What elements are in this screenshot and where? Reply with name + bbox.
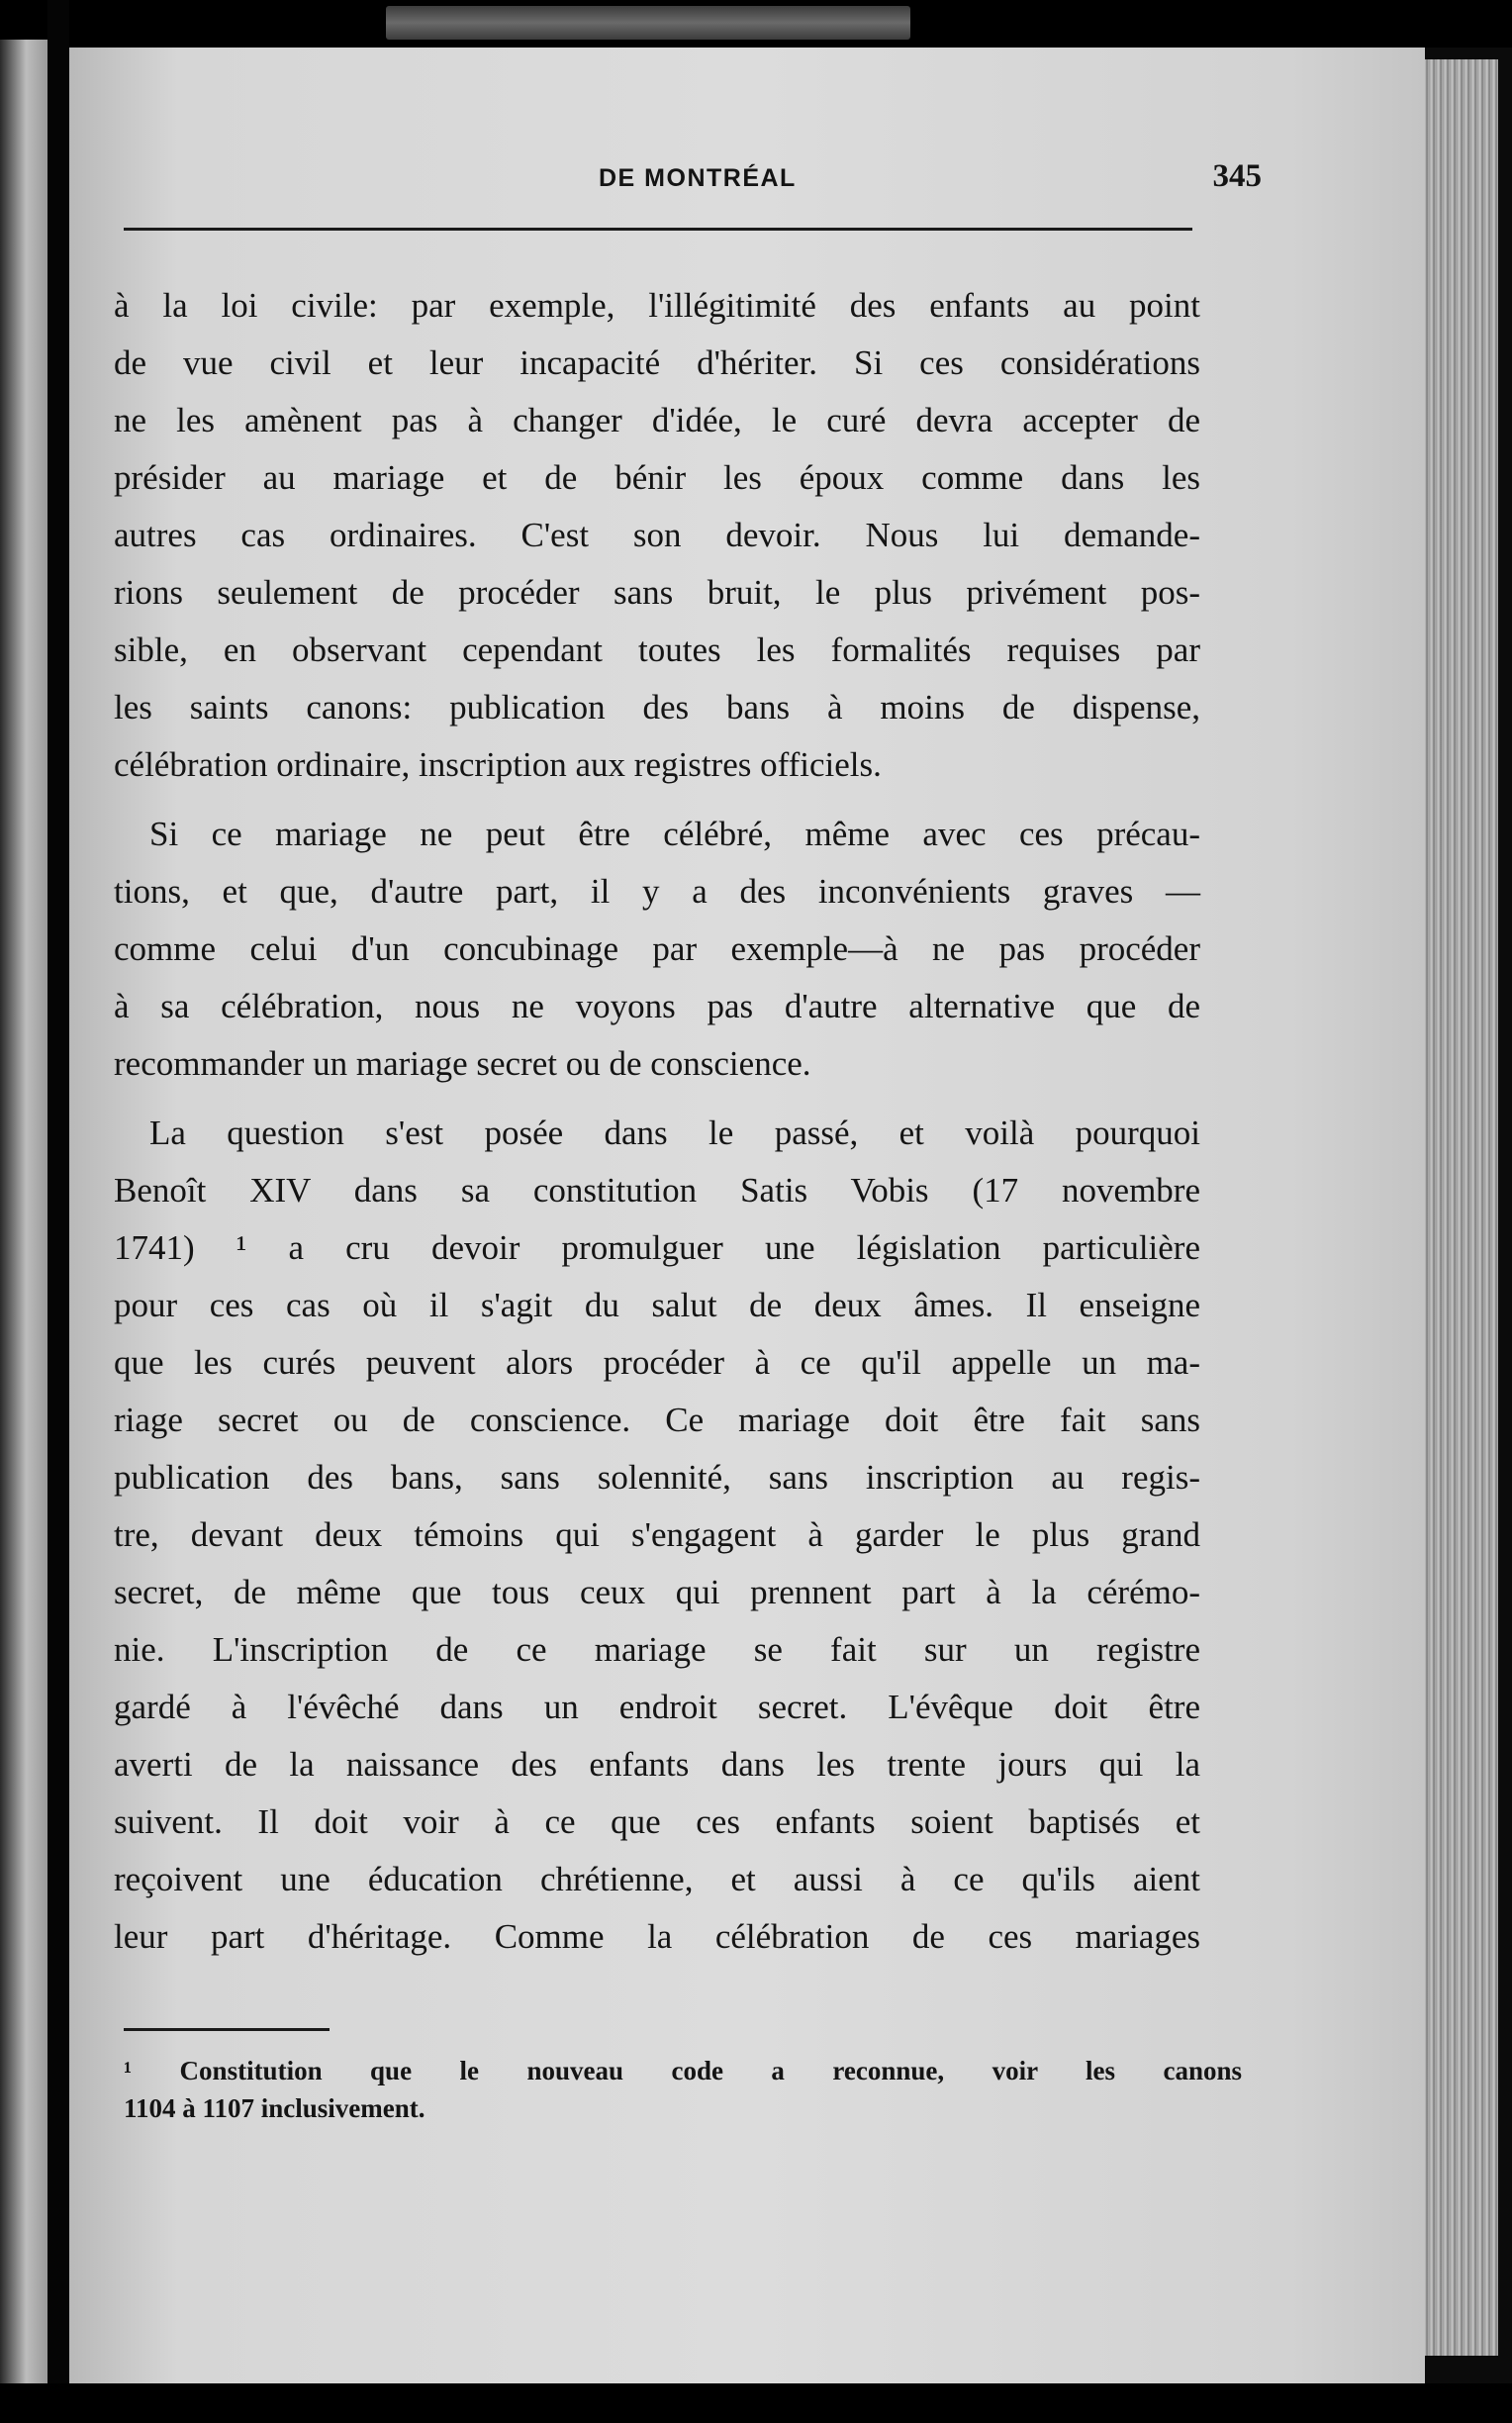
- text-line: autres cas ordinaires. C'est son devoir. Nous lui demande-: [114, 516, 1200, 554]
- text-line: leur part d'héritage. Comme la célébration de ces mariages: [114, 1917, 1200, 1956]
- text-line: Si ce mariage ne peut être célébré, même avec ces précau-: [149, 815, 1200, 853]
- text-line: La question s'est posée dans le passé, et voilà pourquoi: [149, 1114, 1200, 1152]
- body-text: [114, 277, 1200, 1966]
- text-line: Benoît XIV dans sa constitution Satis Vobis (17 novembre: [114, 1171, 1200, 1210]
- paragraph: [114, 806, 1200, 1093]
- footnote-rule: [124, 2028, 330, 2031]
- text-line: de vue civil et leur incapacité d'hériter. Si ces considérations: [114, 343, 1200, 382]
- text-line: recommander un mariage secret ou de conscience.: [114, 1044, 811, 1083]
- footnote-line: 1104 à 1107 inclusivement.: [124, 2093, 425, 2123]
- footnotes: [124, 2052, 1242, 2127]
- text-line: tre, devant deux témoins qui s'engagent à garder le plus grand: [114, 1515, 1200, 1554]
- text-line: riage secret ou de conscience. Ce mariage doit être fait sans: [114, 1401, 1200, 1439]
- header-rule: [124, 228, 1192, 231]
- text-line: gardé à l'évêché dans un endroit secret. L'évêque doit être: [114, 1688, 1200, 1726]
- scan-bottom-border: [0, 2383, 1512, 2423]
- page-number: 345: [1212, 158, 1262, 194]
- running-title: DE MONTRÉAL: [599, 164, 797, 192]
- paragraph-gap: [114, 794, 1200, 806]
- text-line: rions seulement de procéder sans bruit, le plus privément pos-: [114, 573, 1200, 612]
- text-line: publication des bans, sans solennité, sans inscription au regis-: [114, 1458, 1200, 1497]
- footnote-line: ¹ Constitution que le nouveau code a reconnue, voir les canons: [124, 2056, 1242, 2085]
- book-gutter: [47, 0, 69, 2423]
- text-line: à la loi civile: par exemple, l'illégitimité des enfants au point: [114, 286, 1200, 325]
- text-line: comme celui d'un concubinage par exemple—à ne pas procéder: [114, 929, 1200, 968]
- text-line: reçoivent une éducation chrétienne, et aussi à ce qu'ils aient: [114, 1860, 1200, 1898]
- paragraph-gap: [114, 1093, 1200, 1105]
- paragraph: [114, 1105, 1200, 1966]
- text-line: suivent. Il doit voir à ce que ces enfants soient baptisés et: [114, 1802, 1200, 1841]
- text-line: présider au mariage et de bénir les époux comme dans les: [114, 458, 1200, 497]
- text-line: les saints canons: publication des bans à moins de dispense,: [114, 688, 1200, 727]
- text-line: averti de la naissance des enfants dans les trente jours qui la: [114, 1745, 1200, 1784]
- book-page: [69, 48, 1425, 2383]
- text-line: 1741) ¹ a cru devoir promulguer une législation particulière: [114, 1228, 1200, 1267]
- previous-page-edge: [0, 40, 47, 2405]
- scan-top-tape: [386, 6, 910, 40]
- text-line: secret, de même que tous ceux qui prennent part à la cérémo-: [114, 1573, 1200, 1611]
- text-line: ne les amènent pas à changer d'idée, le curé devra accepter de: [114, 401, 1200, 439]
- paragraph: [114, 277, 1200, 794]
- text-line: célébration ordinaire, inscription aux registres officiels.: [114, 745, 882, 784]
- text-line: à sa célébration, nous ne voyons pas d'autre alternative que de: [114, 987, 1200, 1025]
- text-line: sible, en observant cependant toutes les formalités requises par: [114, 630, 1200, 669]
- text-line: tions, et que, d'autre part, il y a des inconvénients graves —: [114, 872, 1200, 911]
- page-stack-edge: [1415, 59, 1498, 2356]
- text-line: nie. L'inscription de ce mariage se fait sur un registre: [114, 1630, 1200, 1669]
- running-head: [124, 158, 1262, 210]
- text-line: que les curés peuvent alors procéder à ce qu'il appelle un ma-: [114, 1343, 1200, 1382]
- text-line: pour ces cas où il s'agit du salut de deux âmes. Il enseigne: [114, 1286, 1200, 1324]
